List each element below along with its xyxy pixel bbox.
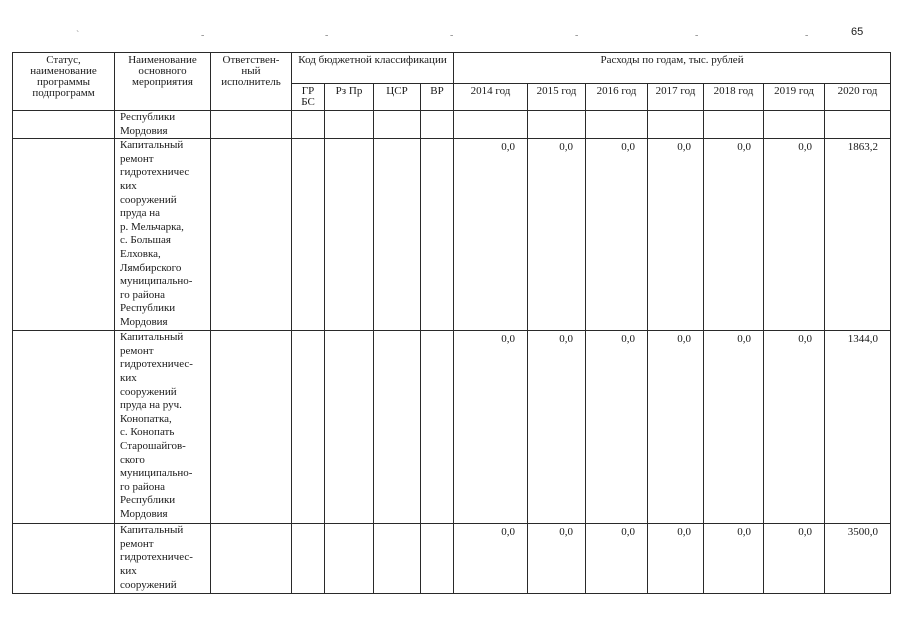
name-line: Мордовия xyxy=(120,124,168,137)
name-line: Старошайгов- xyxy=(120,439,186,452)
value-cell: 0,0 xyxy=(764,331,825,524)
csr-cell xyxy=(374,524,421,594)
executor-cell xyxy=(211,111,292,139)
rzpr-cell xyxy=(325,331,374,524)
name-line: сооружений xyxy=(120,193,177,206)
header-year: 2020 год xyxy=(825,84,891,111)
name-line: Республики xyxy=(120,111,176,123)
table-row xyxy=(13,331,891,524)
csr-cell xyxy=(374,331,421,524)
name-line: с. Большая xyxy=(120,234,171,247)
name-line: го района xyxy=(120,288,166,301)
rzpr-cell xyxy=(325,524,374,594)
grbs-cell xyxy=(292,524,325,594)
header-executor: Ответствен-ный исполнитель xyxy=(211,53,292,111)
value-cell: 0,0 xyxy=(704,139,764,331)
status-cell xyxy=(13,524,115,594)
header-name: Наименование основного мероприятия xyxy=(115,53,211,111)
header-tick: - xyxy=(575,30,579,41)
vr-cell xyxy=(421,524,454,594)
name-line: муниципально- xyxy=(120,467,193,480)
value-cell: 0,0 xyxy=(764,524,825,594)
value-cell xyxy=(704,111,764,139)
value-cell: 0,0 xyxy=(454,139,528,331)
header-tick: - xyxy=(325,30,329,41)
name-line: гидротехничес- xyxy=(120,358,193,371)
header-expenses: Расходы по годам, тыс. рублей xyxy=(454,53,891,84)
value-cell: 0,0 xyxy=(528,524,586,594)
value-cell: 0,0 xyxy=(704,524,764,594)
page-number: 65 xyxy=(851,26,864,38)
event-name-cell xyxy=(115,111,211,139)
name-line: ких xyxy=(120,371,137,384)
table-row xyxy=(13,524,891,594)
header-year: 2018 год xyxy=(704,84,764,111)
header-year: 2019 год xyxy=(764,84,825,111)
name-line: Республики xyxy=(120,302,176,315)
name-line: Капитальный xyxy=(120,524,184,537)
header-tick: - xyxy=(805,30,809,41)
header-tick: - xyxy=(450,30,454,41)
header-status: Статус, наименование программы подпрограмм xyxy=(13,53,115,111)
name-line: ремонт xyxy=(120,344,154,357)
value-cell: 0,0 xyxy=(586,139,648,331)
executor-cell xyxy=(211,331,292,524)
header-year: 2016 год xyxy=(586,84,648,111)
status-cell xyxy=(13,331,115,524)
rzpr-cell xyxy=(325,111,374,139)
grbs-cell xyxy=(292,139,325,331)
value-cell xyxy=(528,111,586,139)
csr-cell xyxy=(374,139,421,331)
value-cell: 3500,0 xyxy=(825,524,891,594)
value-cell: 0,0 xyxy=(648,331,704,524)
header-year: 2017 год xyxy=(648,84,704,111)
table-row xyxy=(13,139,891,331)
header-tick: - xyxy=(695,30,699,41)
header-year: 2014 год xyxy=(454,84,528,111)
value-cell xyxy=(648,111,704,139)
name-line: р. Мельчарка, xyxy=(120,220,184,233)
name-line: Конопатка, xyxy=(120,412,172,425)
value-cell: 0,0 xyxy=(586,524,648,594)
status-cell xyxy=(13,111,115,139)
header-budget-code: Код бюджетной классификации xyxy=(292,53,454,84)
header-year: 2015 год xyxy=(528,84,586,111)
header-tick: - xyxy=(201,30,205,41)
name-line: пруда на руч. xyxy=(120,399,182,412)
event-name-cell xyxy=(115,139,211,331)
value-cell xyxy=(586,111,648,139)
status-cell xyxy=(13,139,115,331)
name-line: Мордовия xyxy=(120,315,168,328)
name-line: Капитальный xyxy=(120,331,184,344)
header-grbs: ГР БС xyxy=(292,84,325,111)
executor-cell xyxy=(211,139,292,331)
value-cell: 0,0 xyxy=(454,524,528,594)
value-cell xyxy=(454,111,528,139)
name-line: с. Конопать xyxy=(120,426,175,439)
vr-cell xyxy=(421,111,454,139)
name-line: ких xyxy=(120,564,137,577)
grbs-cell xyxy=(292,331,325,524)
value-cell: 1344,0 xyxy=(825,331,891,524)
expenses-table xyxy=(12,52,891,594)
value-cell: 0,0 xyxy=(764,139,825,331)
header-vr: ВР xyxy=(421,84,454,111)
event-name-cell xyxy=(115,524,211,594)
name-line: Елховка, xyxy=(120,247,161,260)
vr-cell xyxy=(421,139,454,331)
value-cell: 1863,2 xyxy=(825,139,891,331)
csr-cell xyxy=(374,111,421,139)
name-line: сооружений xyxy=(120,385,177,398)
header-csr: ЦСР xyxy=(374,84,421,111)
value-cell: 0,0 xyxy=(454,331,528,524)
value-cell xyxy=(825,111,891,139)
vr-cell xyxy=(421,331,454,524)
header-rzpr: Рз Пр xyxy=(325,84,374,111)
name-line: гидротехничес- xyxy=(120,551,193,564)
name-line: ремонт xyxy=(120,152,154,165)
name-line: Республики xyxy=(120,494,176,507)
event-name-cell xyxy=(115,331,211,524)
value-cell: 0,0 xyxy=(648,524,704,594)
name-line: ремонт xyxy=(120,537,154,550)
name-line: Капитальный xyxy=(120,139,184,152)
value-cell: 0,0 xyxy=(704,331,764,524)
header-tick: ` xyxy=(76,30,80,41)
name-line: Мордовия xyxy=(120,507,168,520)
name-line: сооружений xyxy=(120,578,177,591)
name-line: муниципально- xyxy=(120,275,193,288)
table-row xyxy=(13,111,891,139)
name-line: го района xyxy=(120,480,166,493)
name-line: ского xyxy=(120,453,145,466)
grbs-cell xyxy=(292,111,325,139)
value-cell: 0,0 xyxy=(528,139,586,331)
value-cell: 0,0 xyxy=(648,139,704,331)
name-line: пруда на xyxy=(120,207,161,220)
value-cell xyxy=(764,111,825,139)
value-cell: 0,0 xyxy=(586,331,648,524)
name-line: гидротехничес xyxy=(120,166,190,179)
executor-cell xyxy=(211,524,292,594)
value-cell: 0,0 xyxy=(528,331,586,524)
rzpr-cell xyxy=(325,139,374,331)
name-line: Лямбирского xyxy=(120,261,182,274)
name-line: ких xyxy=(120,179,137,192)
